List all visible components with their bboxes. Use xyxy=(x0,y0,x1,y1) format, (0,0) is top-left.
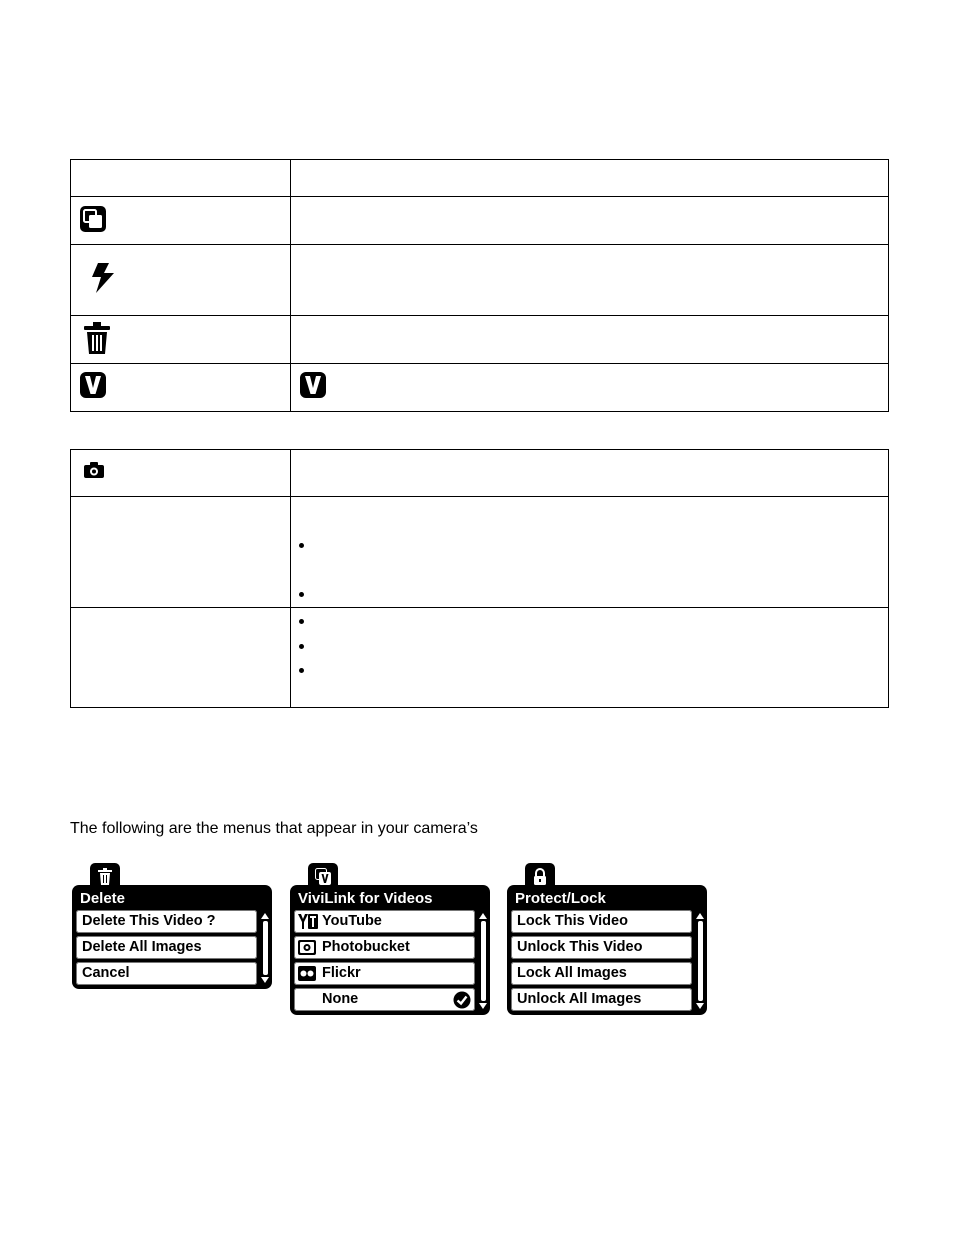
table-row xyxy=(71,364,889,412)
table-row xyxy=(71,197,889,245)
menu-item-lock-this-video[interactable]: Lock This Video xyxy=(511,910,692,933)
table-row xyxy=(71,316,889,364)
menu-item-label: YouTube xyxy=(322,913,382,929)
header-cell-description xyxy=(291,160,889,197)
youtube-icon xyxy=(298,914,318,929)
bullet-point xyxy=(299,644,304,649)
menu-item-unlock-this-video[interactable]: Unlock This Video xyxy=(511,936,692,959)
checkmark-icon xyxy=(453,991,471,1009)
scroll-up-arrow-icon[interactable] xyxy=(479,913,487,919)
bullet-point xyxy=(299,668,304,673)
trash-icon xyxy=(97,868,113,885)
menu-title: Delete xyxy=(80,890,126,907)
table-row xyxy=(71,450,889,497)
camera-icon xyxy=(83,461,105,479)
table-row xyxy=(71,608,889,708)
menu-icon-table xyxy=(70,159,889,412)
menu-item-unlock-all-images[interactable]: Unlock All Images xyxy=(511,988,692,1011)
flickr-icon xyxy=(298,966,316,981)
table-row xyxy=(71,497,889,608)
menu-item-youtube[interactable] xyxy=(294,910,475,933)
header-cell-icon xyxy=(71,160,291,197)
menu-item-label: None xyxy=(322,991,359,1007)
table-header-row xyxy=(71,160,889,197)
scrollbar[interactable] xyxy=(696,913,705,1009)
menu-item-delete-this-video[interactable]: Delete This Video ? xyxy=(76,910,257,933)
menu-title: Protect/Lock xyxy=(515,890,606,907)
table-row xyxy=(71,245,889,316)
menu-item-label: Photobucket xyxy=(322,939,410,955)
scroll-down-arrow-icon[interactable] xyxy=(479,1003,487,1009)
scrollbar[interactable] xyxy=(479,913,488,1009)
menu-item-cancel[interactable]: Cancel xyxy=(76,962,257,985)
lock-icon xyxy=(532,868,548,885)
menu-item-delete-all-images[interactable]: Delete All Images xyxy=(76,936,257,959)
trash-icon xyxy=(83,321,111,355)
menu-item-label: Flickr xyxy=(322,965,361,981)
bullet-point xyxy=(299,592,304,597)
menu-title: ViviLink for Videos xyxy=(298,890,433,907)
delete-menu xyxy=(72,885,272,989)
protect-lock-menu xyxy=(507,885,707,1015)
menu-item-lock-all-images[interactable]: Lock All Images xyxy=(511,962,692,985)
vivilink-icon xyxy=(299,371,327,399)
scroll-down-arrow-icon[interactable] xyxy=(696,1003,704,1009)
flash-icon xyxy=(89,262,117,294)
vivilink-icon xyxy=(79,371,107,399)
scroll-down-arrow-icon[interactable] xyxy=(261,977,269,983)
scrollbar[interactable] xyxy=(261,913,270,983)
bullet-point xyxy=(299,619,304,624)
scroll-up-arrow-icon[interactable] xyxy=(696,913,704,919)
vivilink-icon xyxy=(315,868,331,885)
scroll-up-arrow-icon[interactable] xyxy=(261,913,269,919)
slideshow-icon xyxy=(79,205,107,233)
menu-item-none[interactable] xyxy=(294,988,475,1011)
menus-intro-text: The following are the menus that appear in your camera’s xyxy=(70,820,478,837)
capture-settings-table xyxy=(70,449,889,708)
menu-item-flickr[interactable] xyxy=(294,962,475,985)
vivilink-menu xyxy=(290,885,490,1015)
menu-item-photobucket[interactable] xyxy=(294,936,475,959)
photobucket-icon xyxy=(298,940,316,955)
bullet-point xyxy=(299,543,304,548)
